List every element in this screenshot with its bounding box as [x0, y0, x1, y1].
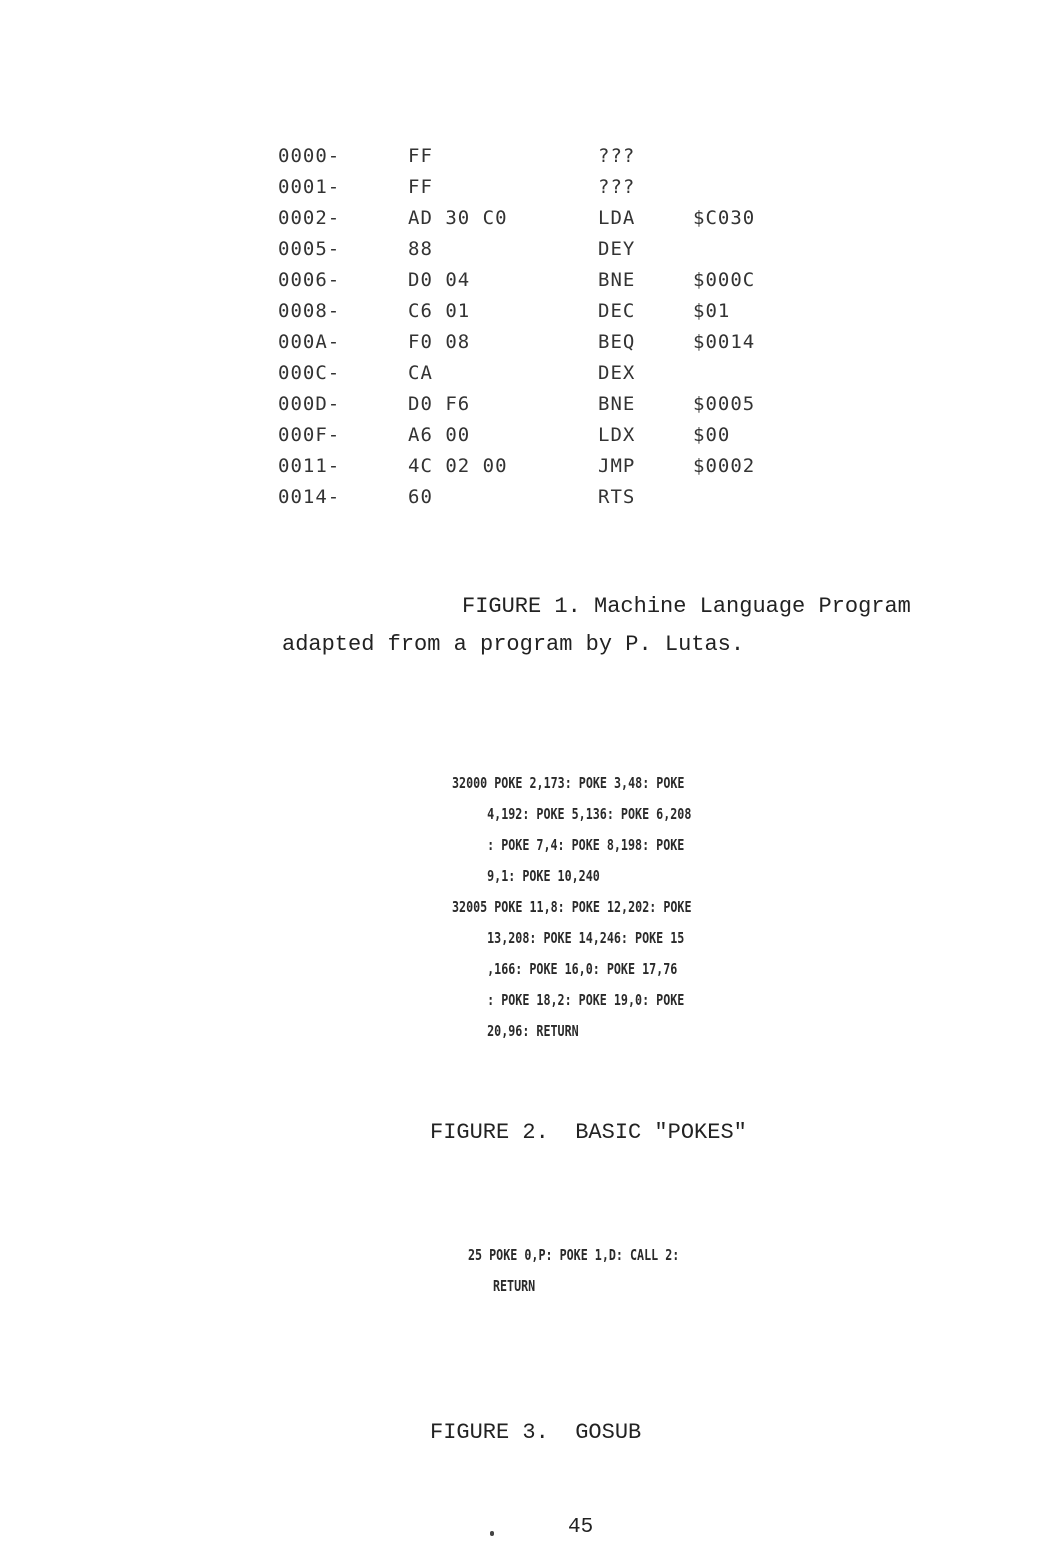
figure-3-caption: FIGURE 3. GOSUB [430, 1420, 642, 1445]
address: 000F- [278, 424, 341, 446]
bytes: 88 [408, 238, 433, 260]
opcode: BNE [598, 269, 636, 291]
figure-2-caption: FIGURE 2. BASIC "POKES" [430, 1120, 747, 1145]
bytes: FF [408, 176, 433, 198]
address: 0006- [278, 269, 341, 291]
address: 0000- [278, 145, 341, 167]
figure-1-caption: FIGURE 1. Machine Language Program [462, 594, 911, 619]
bytes: A6 00 [408, 424, 471, 446]
opcode: RTS [598, 486, 636, 508]
address: 0008- [278, 300, 341, 322]
code-line: RETURN [492, 1277, 536, 1295]
address: 000D- [278, 393, 341, 415]
bytes: FF [408, 145, 433, 167]
operand: $01 [693, 300, 731, 322]
opcode: DEC [598, 300, 636, 322]
gosub-listing [468, 1240, 739, 1302]
code-line: : POKE 18,2: POKE 19,0: POKE [487, 991, 685, 1009]
operand: $0002 [693, 455, 756, 477]
address: 0011- [278, 455, 341, 477]
opcode: LDA [598, 207, 636, 229]
bytes: F0 08 [408, 331, 471, 353]
opcode: LDX [598, 424, 636, 446]
operand: $C030 [693, 207, 756, 229]
bytes: CA [408, 362, 433, 384]
page-number: 45 [568, 1516, 594, 1539]
code-line: 32005 POKE 11,8: POKE 12,202: POKE [452, 898, 692, 916]
code-line: 32000 POKE 2,173: POKE 3,48: POKE [452, 774, 685, 792]
opcode: DEX [598, 362, 636, 384]
address: 0001- [278, 176, 341, 198]
opcode: DEY [598, 238, 636, 260]
opcode: BNE [598, 393, 636, 415]
code-line: 4,192: POKE 5,136: POKE 6,208 [487, 805, 692, 823]
opcode: ??? [598, 176, 636, 198]
code-line: : POKE 7,4: POKE 8,198: POKE [487, 836, 685, 854]
address: 0014- [278, 486, 341, 508]
code-line: 20,96: RETURN [487, 1022, 579, 1040]
bytes: C6 01 [408, 300, 471, 322]
address: 0005- [278, 238, 341, 260]
opcode: JMP [598, 455, 636, 477]
bytes: D0 04 [408, 269, 471, 291]
basic-pokes-listing [452, 768, 759, 1047]
operand: $000C [693, 269, 756, 291]
address: 0002- [278, 207, 341, 229]
code-line: 13,208: POKE 14,246: POKE 15 [487, 929, 685, 947]
opcode: ??? [598, 145, 636, 167]
opcode: BEQ [598, 331, 636, 353]
code-line: ,166: POKE 16,0: POKE 17,76 [487, 960, 678, 978]
address: 000A- [278, 331, 341, 353]
bytes: AD 30 C0 [408, 207, 508, 229]
bytes: 60 [408, 486, 433, 508]
operand: $0005 [693, 393, 756, 415]
address: 000C- [278, 362, 341, 384]
code-line: 9,1: POKE 10,240 [487, 867, 600, 885]
print-speck [490, 1531, 494, 1536]
operand: $0014 [693, 331, 756, 353]
bytes: D0 F6 [408, 393, 471, 415]
code-line: 25 POKE 0,P: POKE 1,D: CALL 2: [468, 1246, 680, 1264]
operand: $00 [693, 424, 731, 446]
figure-1-caption-continued: adapted from a program by P. Lutas. [282, 632, 745, 657]
bytes: 4C 02 00 [408, 455, 508, 477]
